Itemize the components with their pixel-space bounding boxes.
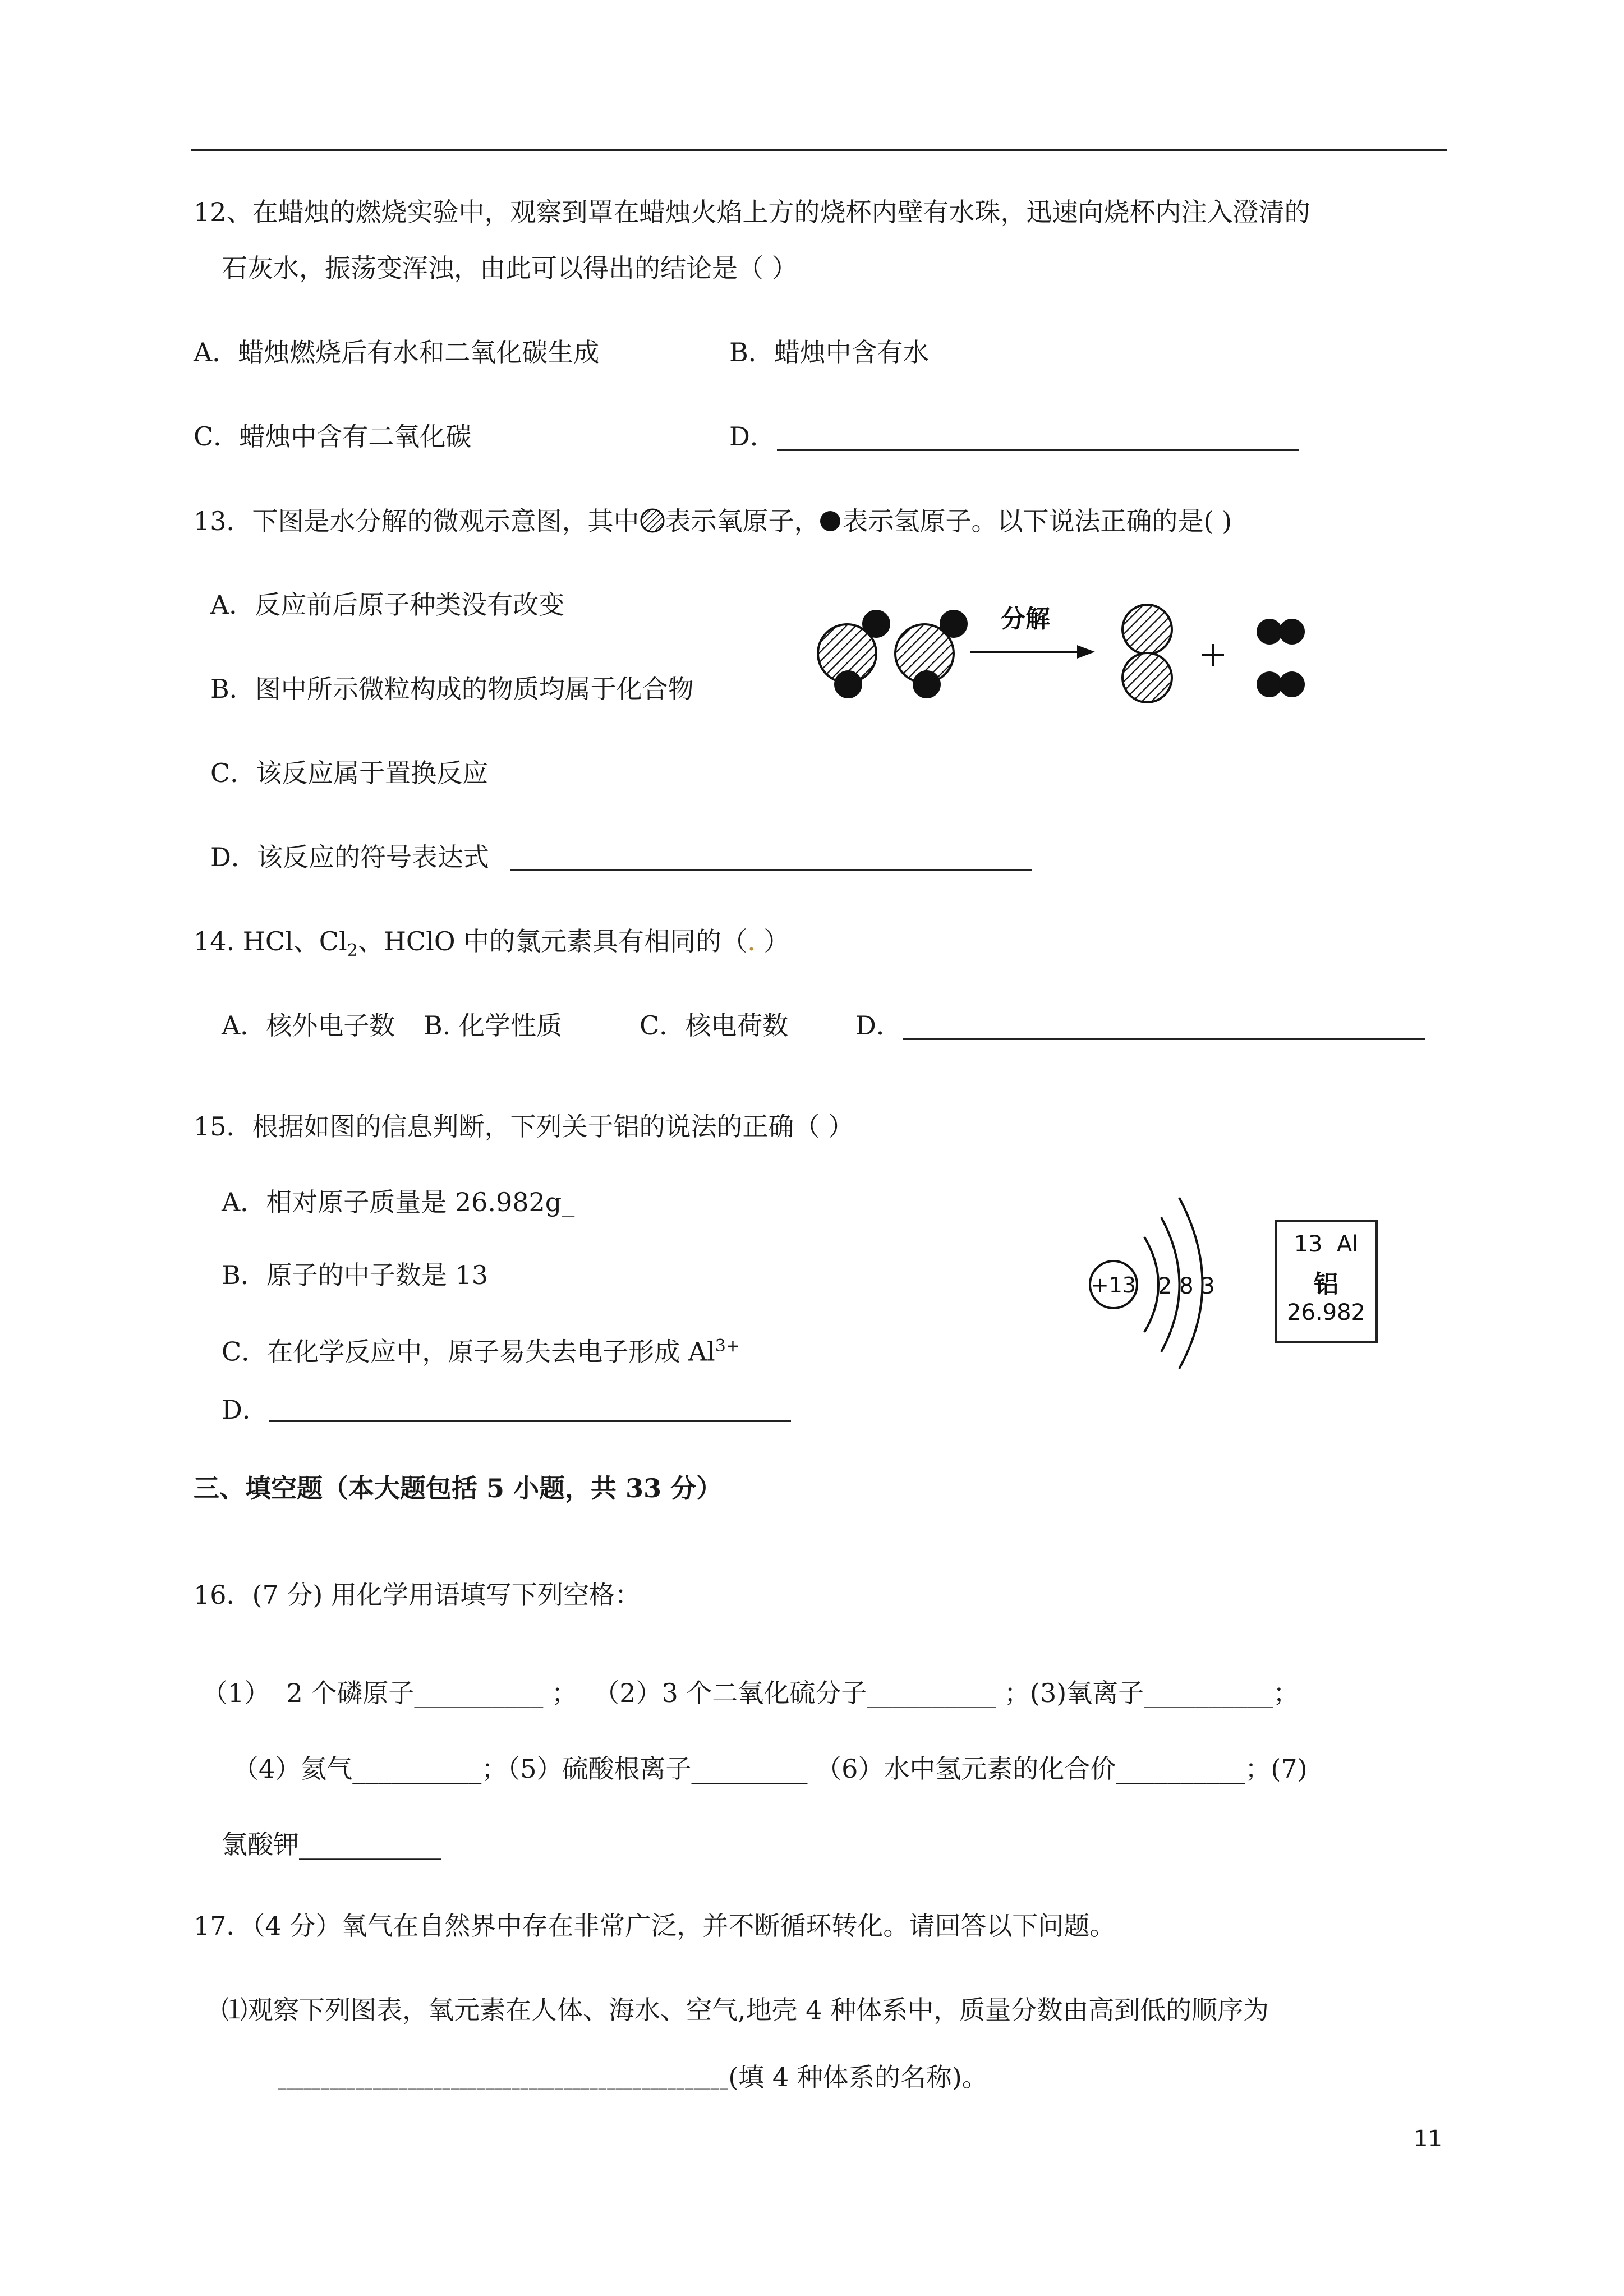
q14-stem-sub: 2 (347, 941, 358, 961)
q15-option-c-text: C．在化学反应中，原子易失去电子形成 Al (222, 1336, 715, 1367)
q15-stem: 15．根据如图的信息判断，下列关于铝的说法的正确（ ） (194, 1111, 854, 1142)
element-card (1275, 1220, 1378, 1343)
q12-stem-line2: 石灰水，振荡变浑浊，由此可以得出的结论是（ ） (222, 253, 798, 283)
q12-option-a: A．蜡烛燃烧后有水和二氧化碳生成 (194, 337, 600, 367)
element-mass: 26.982 (1287, 1300, 1365, 1326)
q14-stem-b: 、HClO 中的氯元素具有相同的（ (357, 926, 748, 956)
q15-option-d: D． (222, 1395, 268, 1425)
q14-option-b: B. 化学性质 (424, 1010, 563, 1041)
q16-line2: （4）氦气__________；（5）硫酸根离子_________ （6）水中氢元素的化合价__________；(7) (233, 1754, 1308, 1784)
oxygen-molecule (1122, 605, 1172, 702)
q12-option-d: D． (729, 421, 776, 452)
q14-stem-dot: . (747, 926, 756, 956)
q13-option-a: A．反应前后原子种类没有改变 (210, 590, 565, 620)
q13-stem-part2: 表示氧原子， (665, 506, 820, 536)
hydrogen-molecule-1 (1257, 619, 1305, 645)
atom-nucleus-label: +13 (1091, 1273, 1137, 1297)
q17-stem: 17．（4 分）氧气在自然界中存在非常广泛，并不断循环转化。请回答以下问题。 (194, 1911, 1116, 1941)
q16-line1: （1） 2 个磷原子__________ ； （2）3 个二氧化硫分子__________ ；(3)氧离子__________； (202, 1678, 1299, 1708)
q16-stem: 16．(7 分) 用化学用语填写下列空格： (194, 1580, 641, 1610)
q13-stem-part3: 表示氢原子。以下说法正确的是( ) (842, 506, 1232, 536)
q12-option-c: C．蜡烛中含有二氧化碳 (194, 421, 472, 452)
q16-line3: 氯酸钾___________ (222, 1829, 441, 1860)
q15-option-c-sup: 3+ (715, 1336, 740, 1356)
atom-shells-label: 2 8 3 (1158, 1273, 1215, 1299)
q12-option-b: B．蜡烛中含有水 (729, 337, 929, 367)
q13-stem (194, 508, 1232, 534)
water-decomposition-diagram (797, 589, 1335, 718)
q14-option-c: C．核电荷数 (640, 1010, 789, 1041)
q17-sub1-line2-text: (填 4 种体系的名称)。 (728, 2062, 988, 2092)
water-molecule-2 (895, 610, 968, 698)
q13-option-d: D．该反应的符号表达式 (210, 842, 489, 872)
hydrogen-atom-icon (820, 511, 840, 531)
q14-option-d: D． (855, 1010, 902, 1041)
q12-stem-line1: 12、在蜡烛的燃烧实验中，观察到罩在蜡烛火焰上方的烧杯内壁有水珠，迅速向烧杯内注入澄清的 (194, 197, 1310, 227)
q12-option-d-blank[interactable] (777, 449, 1299, 451)
aluminum-atom-structure-diagram (1083, 1184, 1262, 1369)
q15-option-b: B．原子的中子数是 13 (222, 1260, 488, 1290)
q17-sub1-line2 (278, 2064, 988, 2090)
q13-option-d-blank[interactable] (510, 869, 1032, 871)
diagram-arrow-label: 分解 (1001, 605, 1050, 633)
q15-option-a: A．相对原子质量是 26.982g_ (222, 1187, 575, 1217)
q13-stem-part1: 13．下图是水分解的微观示意图，其中 (194, 506, 640, 536)
plus-icon (1202, 644, 1224, 666)
q14-stem-a: 14. HCl、Cl (194, 926, 347, 956)
section3-title: 三、填空题（本大题包括 5 小题，共 33 分） (194, 1473, 723, 1503)
page-number: 11 (1414, 2126, 1442, 2152)
q17-sub1-blank[interactable]: ____________________________________________________ (278, 2074, 729, 2090)
header-rule (191, 149, 1447, 151)
q14-option-a: A．核外电子数 (222, 1010, 395, 1041)
q14-option-d-blank[interactable] (903, 1038, 1425, 1040)
water-molecule-1 (818, 610, 890, 698)
q17-sub1-line1: ⑴观察下列图表，氧元素在人体、海水、空气,地壳 4 种体系中，质量分数由高到低的顺序为 (222, 1995, 1269, 2025)
q13-option-c: C．该反应属于置换反应 (210, 758, 489, 788)
q15-option-c (222, 1336, 740, 1367)
hydrogen-molecule-2 (1257, 671, 1305, 697)
q14-stem-c: ） (755, 926, 790, 956)
q15-option-d-blank[interactable] (269, 1420, 791, 1422)
right-arrow-icon (970, 645, 1095, 659)
q13-option-b: B．图中所示微粒构成的物质均属于化合物 (210, 674, 694, 704)
q14-stem (194, 928, 789, 959)
oxygen-atom-icon (640, 508, 665, 533)
element-name: 铝 (1314, 1270, 1338, 1299)
element-number-symbol: 13 Al (1294, 1231, 1359, 1257)
